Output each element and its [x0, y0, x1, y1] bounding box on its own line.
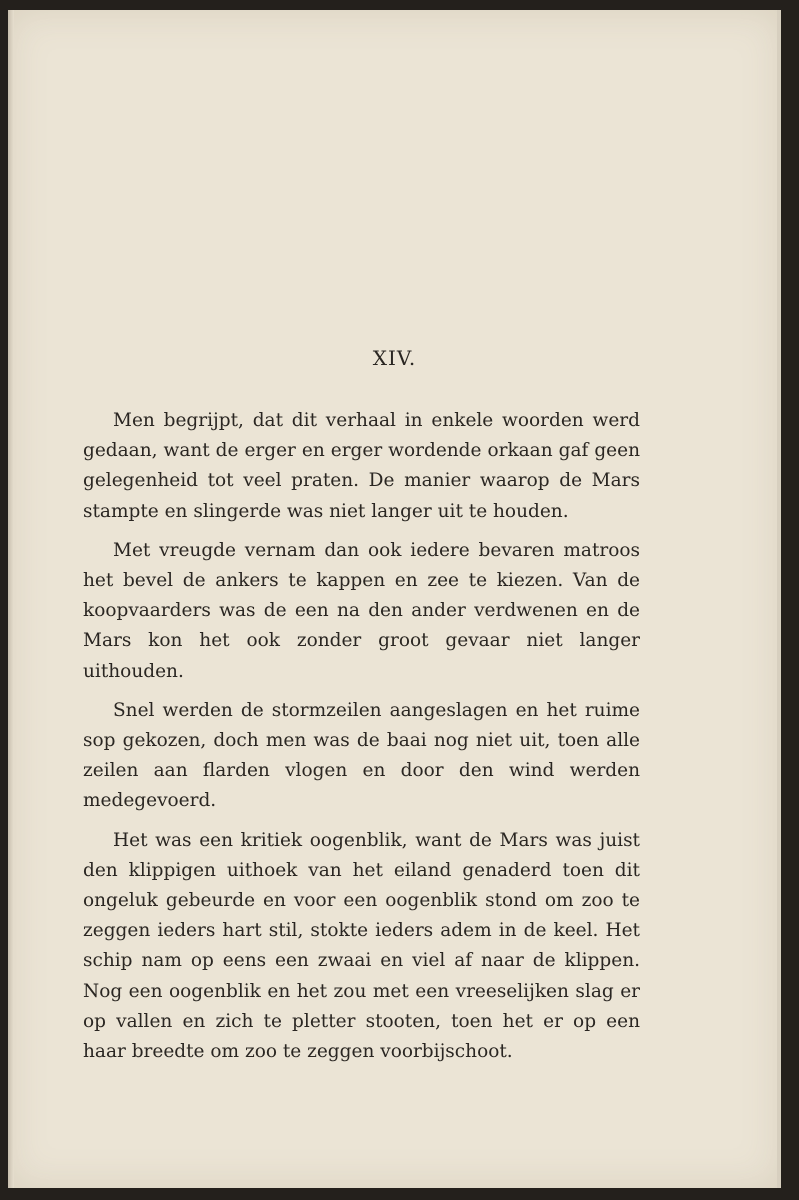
paragraph: Men begrijpt, dat dit verhaal in enkele woorden werd gedaan, want de erger en erger wordende orkaan gaf geen gelegenheid tot veel praten. De manier waarop de Mars stampte en slingerde was niet langer uit te houden. — [83, 410, 640, 522]
paragraph: Met vreugde vernam dan ook iedere bevaren matroos het bevel de ankers te kappen en zee te kiezen. Van de koopvaarders was de een na den ander verdwenen en de Mars kon het ook zonder groot gevaar niet langer uithouden. — [83, 539, 640, 682]
paragraph: Snel werden de stormzeilen aangeslagen en het ruime sop gekozen, doch men was de baai nog niet uit, toen alle zeilen aan flarden vlogen en door den wind werden medegevoerd. — [83, 699, 640, 812]
chapter-body — [83, 406, 640, 1076]
page-binding-edge — [8, 10, 14, 1188]
book-page — [8, 10, 781, 1188]
chapter-title: XIV. — [372, 346, 417, 370]
paragraph: Het was een kritiek oogenblik, want de Mars was juist den klippigen uithoek van het eiland genaderd toen dit ongeluk gebeurde en voor een oogenblik stond om zoo te zeggen ieders hart stil, stokte ieders adem in de keel. Het schip nam op eens een zwaai en viel af naar de klippen. Nog een oogenblik en het zou met een vreeselijken slag er op vallen en zich te pletter stooten, toen het er op een haar breedte om zoo te zeggen voorbijschoot. — [83, 829, 640, 1063]
page-fore-edge — [777, 10, 781, 1188]
